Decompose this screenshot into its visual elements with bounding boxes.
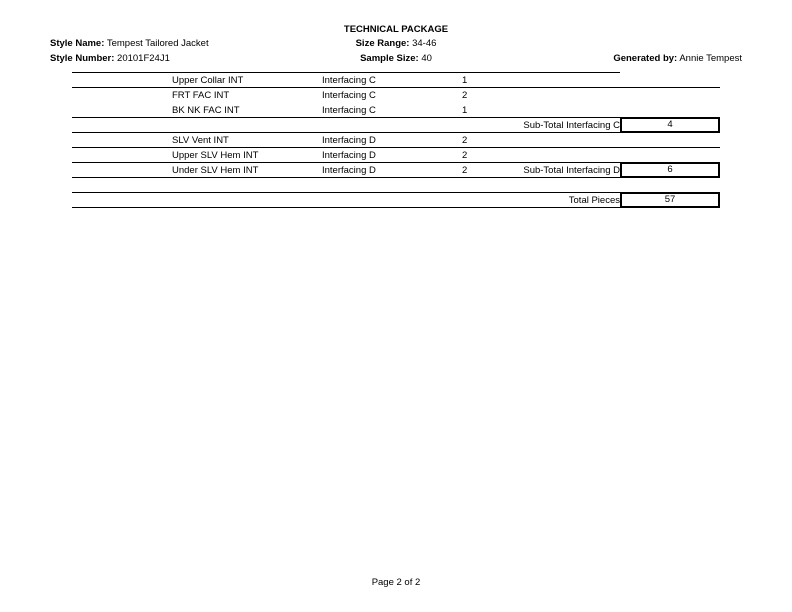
style-number-label: Style Number: xyxy=(50,53,115,64)
material-name: Interfacing D xyxy=(322,150,376,161)
piece-qty: 1 xyxy=(462,105,468,116)
subtotal-label: Sub-Total Interfacing D xyxy=(523,165,620,176)
sample-size-value: 40 xyxy=(421,53,432,64)
subtotal-box xyxy=(620,117,720,133)
piece-qty: 1 xyxy=(462,75,468,86)
style-name-value: Tempest Tailored Jacket xyxy=(106,38,209,49)
style-number-value: 20101F24J1 xyxy=(117,53,170,64)
piece-qty: 2 xyxy=(462,150,468,161)
piece-qty: 2 xyxy=(462,135,468,146)
generated-by xyxy=(542,53,742,64)
subtotal-value: 6 xyxy=(667,164,673,175)
piece-name: Under SLV Hem INT xyxy=(172,165,259,176)
size-range-value: 34-46 xyxy=(412,38,437,49)
sample-size xyxy=(296,53,496,64)
style-name-label: Style Name: xyxy=(50,38,105,49)
piece-name: Upper SLV Hem INT xyxy=(172,150,259,161)
material-name: Interfacing D xyxy=(322,165,376,176)
page-number: Page 2 of 2 xyxy=(371,577,421,588)
size-range xyxy=(296,38,496,49)
piece-name: BK NK FAC INT xyxy=(172,105,240,116)
table-top-rule xyxy=(72,72,620,73)
piece-qty: 2 xyxy=(462,165,468,176)
material-name: Interfacing C xyxy=(322,75,376,86)
piece-name: SLV Vent INT xyxy=(172,135,229,146)
material-name: Interfacing C xyxy=(322,105,376,116)
row-divider xyxy=(72,87,720,88)
sample-size-label: Sample Size: xyxy=(360,53,419,64)
size-range-label: Size Range: xyxy=(355,38,410,49)
total-value: 57 xyxy=(664,194,676,205)
piece-name: Upper Collar INT xyxy=(172,75,244,86)
subtotal-value: 4 xyxy=(667,119,673,130)
piece-name: FRT FAC INT xyxy=(172,90,230,101)
generated-by-label: Generated by: xyxy=(613,53,678,64)
total-label: Total Pieces xyxy=(568,195,620,206)
page-title: TECHNICAL PACKAGE xyxy=(343,24,449,35)
style-number xyxy=(50,53,170,64)
piece-qty: 2 xyxy=(462,90,468,101)
style-name xyxy=(50,38,209,49)
generated-by-value: Annie Tempest xyxy=(679,53,742,64)
subtotal-label: Sub-Total Interfacing C xyxy=(523,120,620,131)
total-box xyxy=(620,192,720,208)
material-name: Interfacing C xyxy=(322,90,376,101)
row-divider xyxy=(72,147,720,148)
material-name: Interfacing D xyxy=(322,135,376,146)
subtotal-box xyxy=(620,162,720,178)
